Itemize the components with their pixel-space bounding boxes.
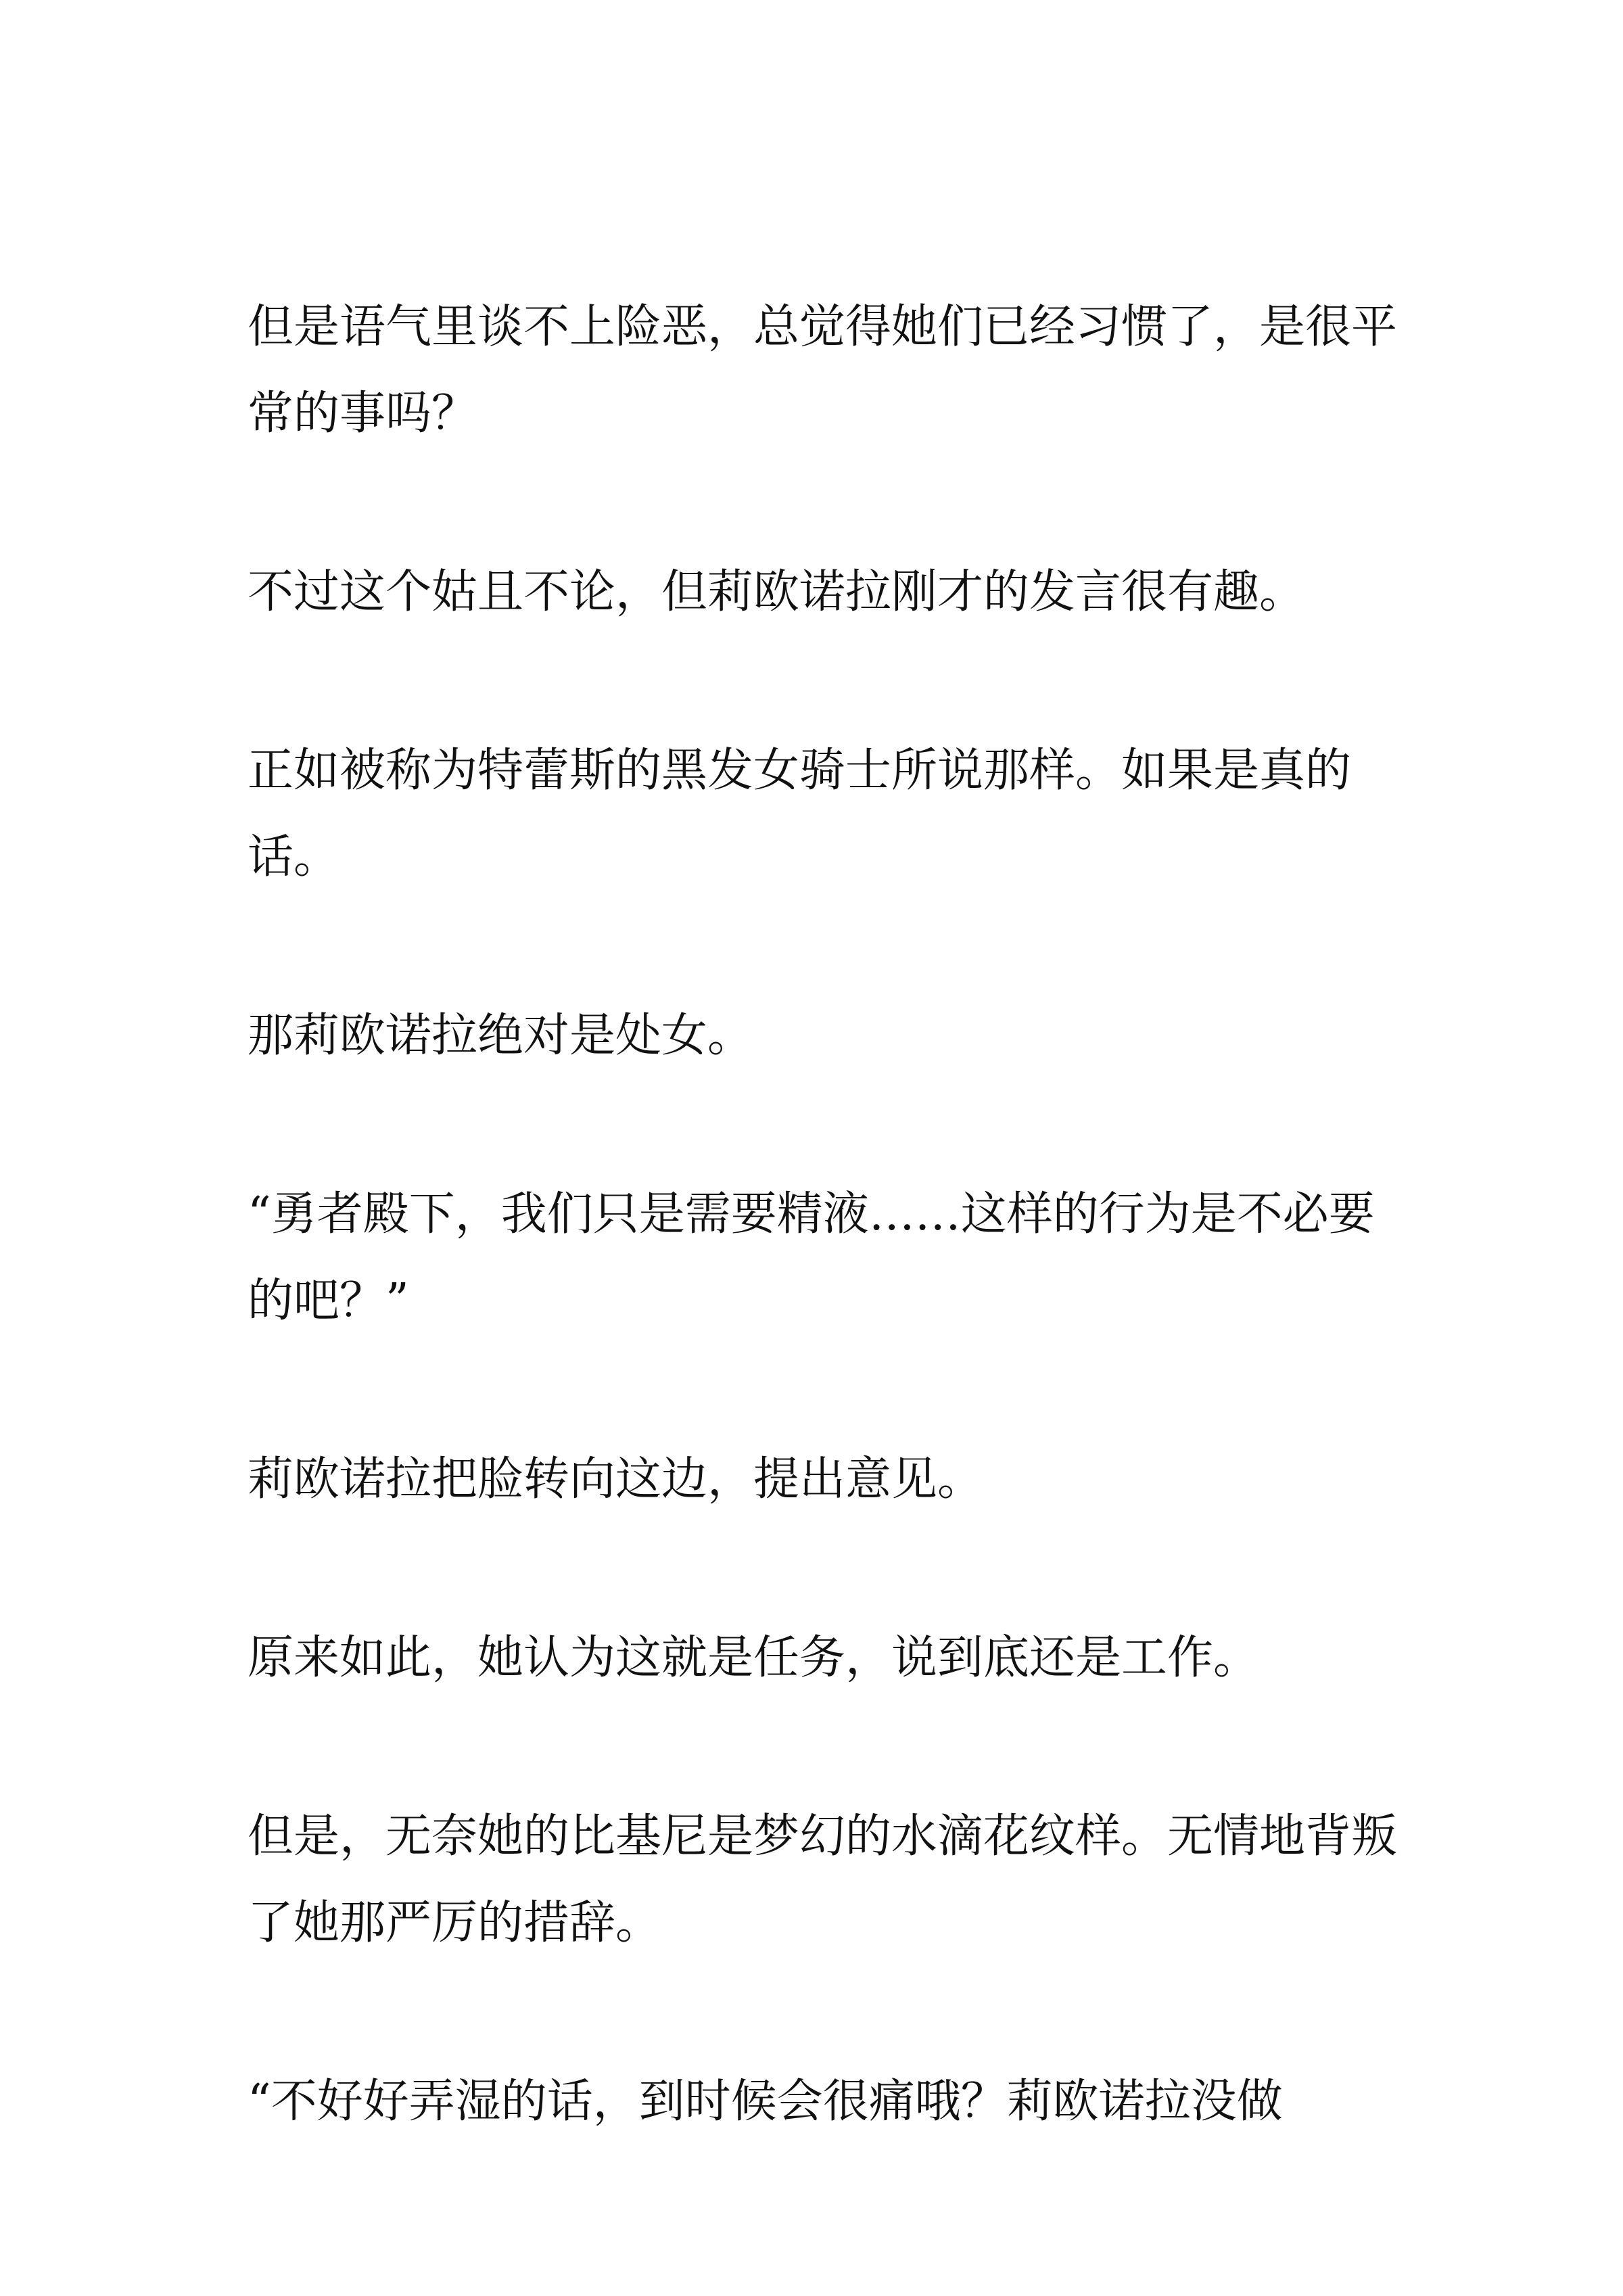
paragraph-4: 那莉欧诺拉绝对是处女。 bbox=[248, 1009, 754, 1062]
paragraph-2: 不过这个姑且不论，但莉欧诺拉刚才的发言很有趣。 bbox=[248, 565, 1306, 619]
paragraph-1: 但是语气里谈不上险恶，总觉得她们已经习惯了，是很平常的事吗？ bbox=[248, 300, 1398, 440]
paragraph-3: 正如被称为特蕾斯的黑发女骑士所说那样。如果是真的话。 bbox=[248, 744, 1352, 884]
text-column bbox=[248, 284, 1397, 2145]
paragraph-9: “不好好弄湿的话，到时候会很痛哦？莉欧诺拉没做 bbox=[248, 2075, 1283, 2128]
paragraph-5: “勇者殿下，我们只是需要精液……这样的行为是不必要的吧？” bbox=[248, 1188, 1375, 1328]
paragraph-8: 但是，无奈她的比基尼是梦幻的水滴花纹样。无情地背叛了她那严厉的措辞。 bbox=[248, 1810, 1398, 1950]
paragraph-6: 莉欧诺拉把脸转向这边，提出意见。 bbox=[248, 1453, 984, 1506]
paragraph-7: 原来如此，她认为这就是任务，说到底还是工作。 bbox=[248, 1631, 1260, 1685]
